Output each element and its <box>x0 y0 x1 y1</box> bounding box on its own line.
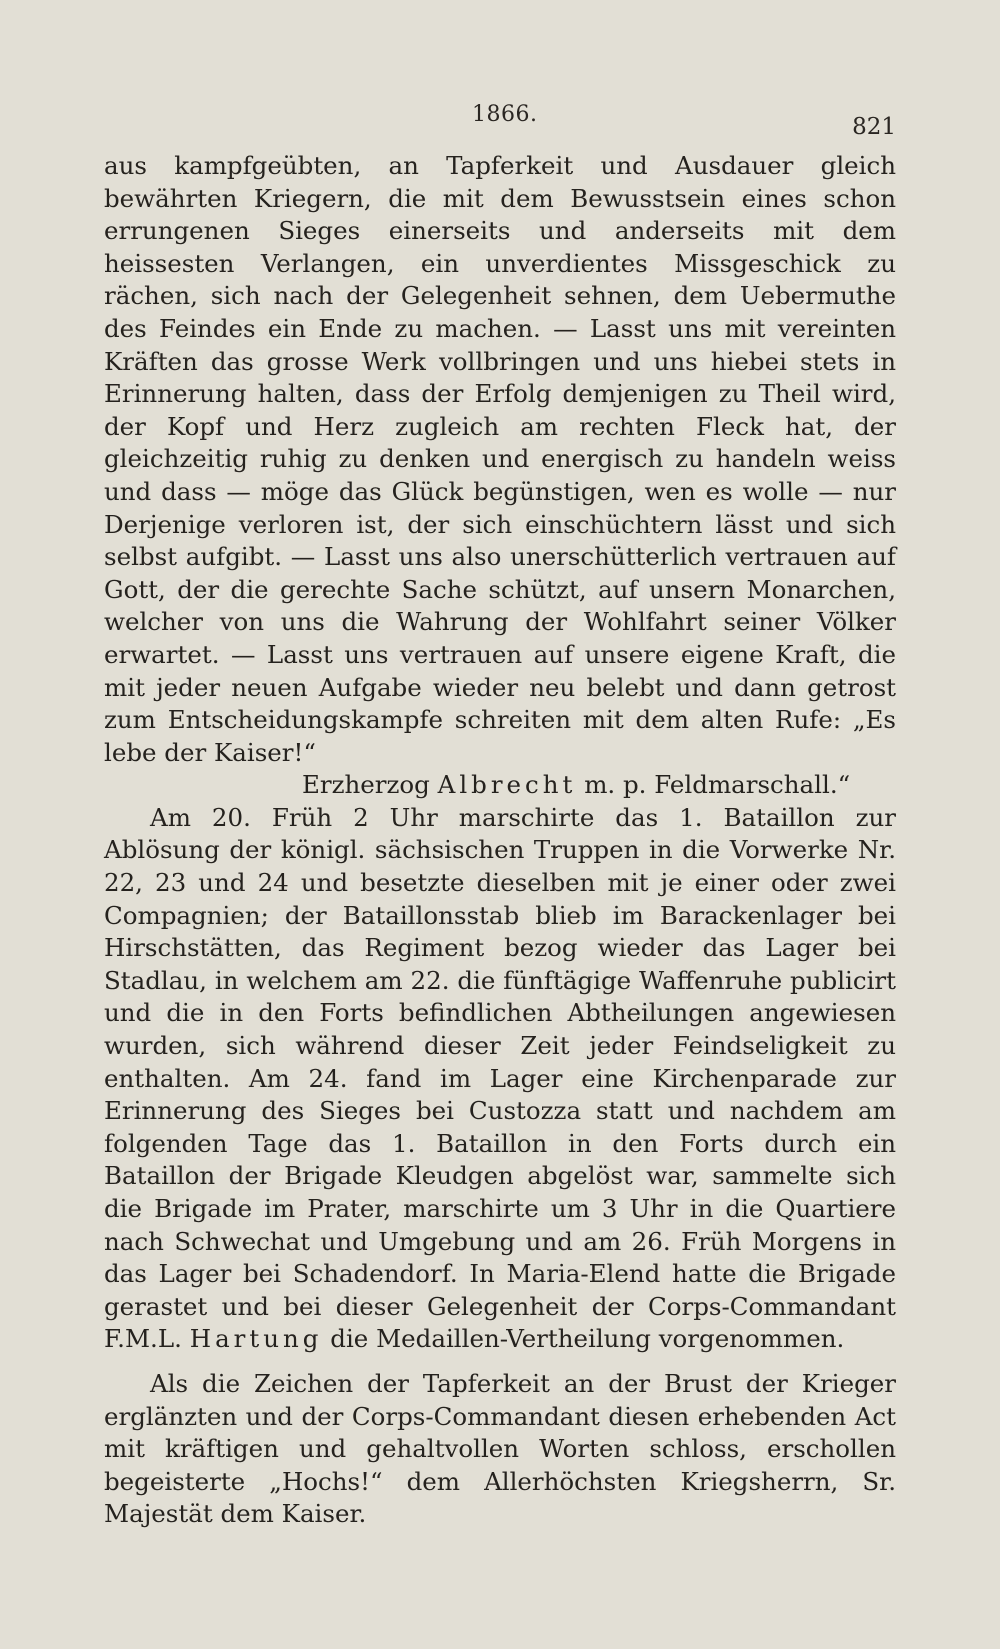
signature-line <box>104 769 896 802</box>
page-number: 821 <box>852 114 896 140</box>
signature-suffix: m. p. Feldmarschall.“ <box>576 770 851 800</box>
paragraph-proclamation-end: aus kampfgeübten, an Tapferkeit und Ausdauer gleich bewährten Kriegern, die mit dem Bewusstsein eines schon errungenen Sieges einerseits und anderseits mit dem heissesten Verlangen, ein unverdientes Missgeschick zu rächen, sich nach der Gelegenheit sehnen, dem Uebermuthe des Feindes ein Ende zu machen. — Lasst uns mit vereinten Kräften das grosse Werk vollbringen und uns hiebei stets in Erinnerung halten, dass der Erfolg demjenigen zu Theil wird, der Kopf und Herz zugleich am rechten Fleck hat, der gleichzeitig ruhig zu denken und energisch zu handeln weiss und dass — möge das Glück begünstigen, wen es wolle — nur Derjenige verloren ist, der sich einschüchtern lässt und sich selbst aufgibt. — Lasst uns also unerschütterlich vertrauen auf Gott, der die gerechte Sache schützt, auf unsern Monarchen, welcher von uns die Wahrung der Wohlfahrt seiner Völker erwartet. — Lasst uns vertrauen auf unsere eigene Kraft, die mit jeder neuen Aufgabe wieder neu belebt und dann getrost zum Entscheidungskampfe schreiten mit dem alten Rufe: „Es lebe der Kaiser!“ <box>104 151 896 767</box>
name-kleudgen: Kleudgen <box>395 1161 514 1191</box>
paragraph-march-part-1: Am 20. Früh 2 Uhr marschirte das 1. Bataillon zur Ablösung der königl. sächsischen Truppen in die Vorwerke Nr. 22, 23 und 24 und besetzte dieselben mit je einer oder zwei Compagnien; der Bataillonsstab blieb im Barackenlager bei Hirschstätten, das Regiment bezog wieder das Lager bei Stadlau, in welchem am 22. die fünftägige Waffenruhe publicirt und die in den Forts befindlichen Abtheilungen angewiesen wurden, sich während dieser Zeit jeder Feindseligkeit zu enthalten. Am 24. fand im Lager eine Kirchenparade zur Erinnerung des Sieges bei Custozza statt und nachdem am folgenden Tage das 1. Bataillon in den Forts durch ein Bataillon der Brigade <box>104 802 896 1191</box>
signature-name: Albrecht <box>437 770 577 800</box>
paragraph-march-part-2: abgelöst war, sammelte sich die Brigade im Prater, marschirte um 3 Uhr in die Quartiere nach Schwechat und Umgebung und am 26. Früh Morgens in das Lager bei Schadendorf. In Maria-Elend hatte die Brigade gerastet und bei dieser Gelegenheit der Corps-Commandant F.M.L. <box>104 1161 896 1354</box>
paragraph-march <box>104 802 896 1356</box>
paragraph-medals: Als die Zeichen der Tapferkeit an der Brust der Krieger erglänzten und der Corps-Commandant diesen erhebenden Act mit kräftigen und gehaltvollen Worten schloss, erschollen begeisterte „Hochs!“ dem Allerhöchsten Kriegsherrn, Sr. Majestät dem Kaiser. <box>104 1368 896 1529</box>
signature-prefix: Erzherzog <box>302 770 438 800</box>
running-head-year: 1866. <box>472 102 538 127</box>
paragraph-march-part-3: die Medaillen-Vertheilung vorgenommen. <box>322 1324 845 1354</box>
page-header <box>0 98 1000 138</box>
name-hartung: Hartung <box>189 1324 323 1354</box>
page-body <box>104 150 896 1531</box>
